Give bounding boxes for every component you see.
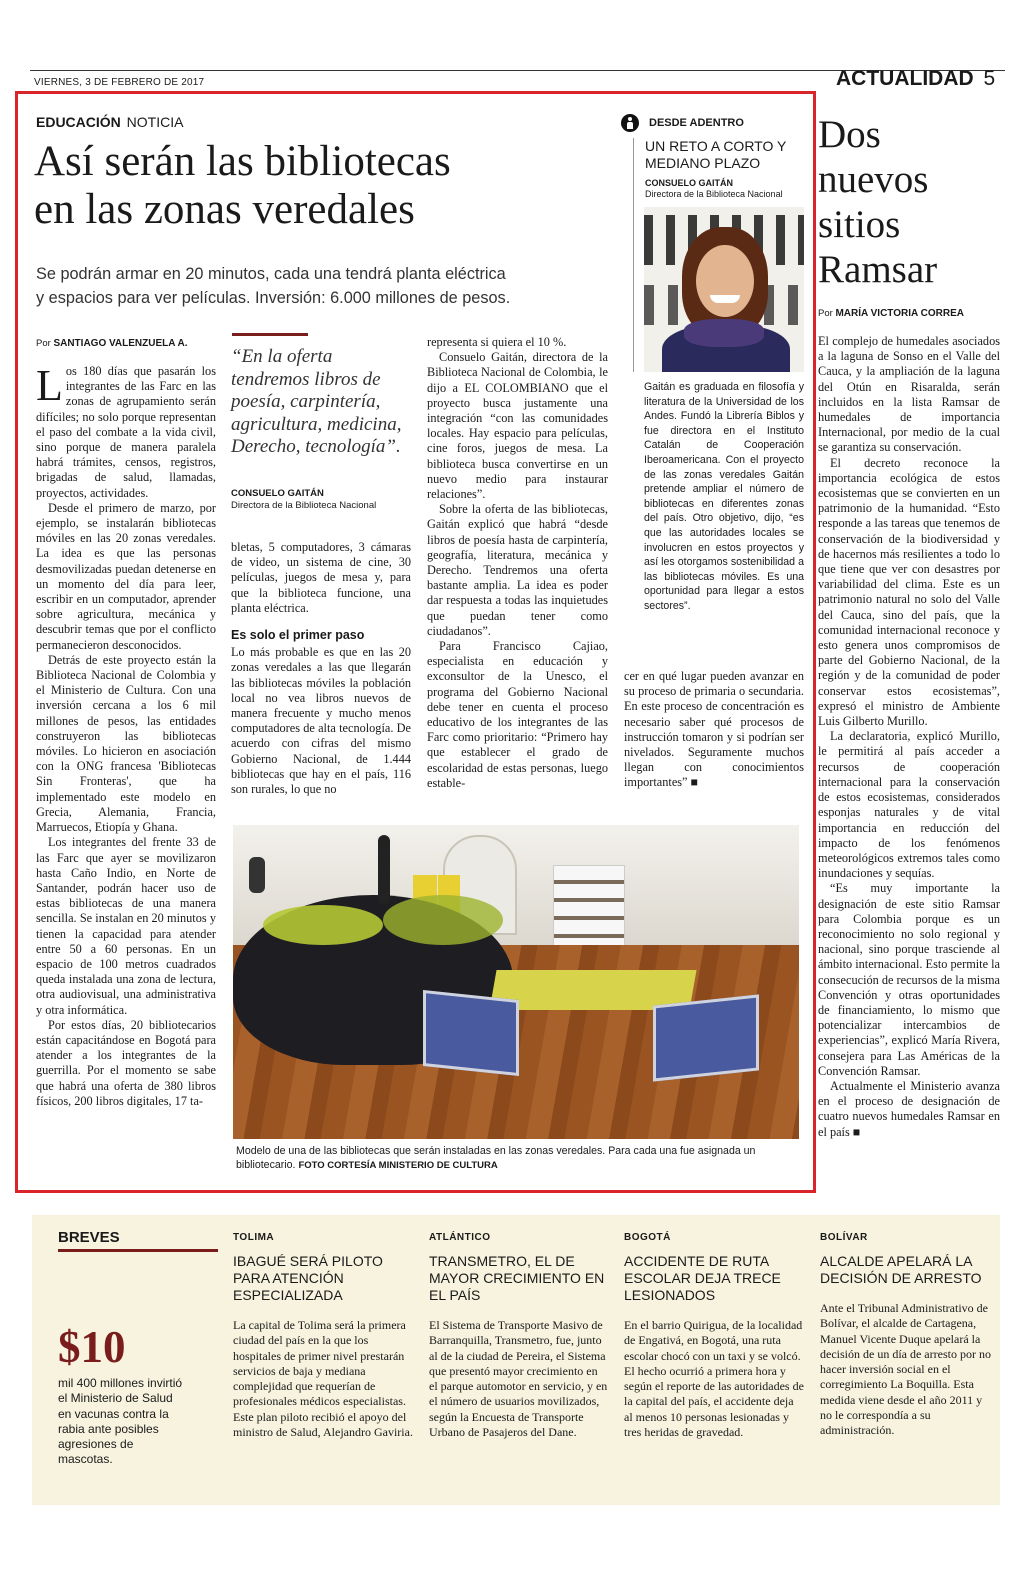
paragraph: Por estos días, 20 bibliotecarios están capacitándose en Bogotá para atender a los integrantes de la guerrilla. Por el momento se sabe que habrá una oferta de 380 libros físicos, 200 libros digitales, 17 ta- — [36, 1017, 216, 1108]
paragraph: Actualmente el Ministerio avanza en el proceso de designación de cuatro nuevos humedales Ramsar en el país ■ — [818, 1078, 1000, 1139]
breve-title: IBAGUÉ SERÁ PILOTO PARA ATENCIÓN ESPECIALIZADA — [233, 1253, 383, 1303]
issue-date: VIERNES, 3 DE FEBRERO DE 2017 — [34, 77, 205, 88]
paragraph: La declaratoria, explicó Murillo, le permitirá al país acceder a recursos de cooperación internacional para la conservación de estos ecosistemas, considerados esponjas naturales y de vital importancia en reducción del impacto de los fenómenos meteorológicos extremos tales como inundaciones y sequías. — [818, 729, 1000, 881]
headline-line-2: en las zonas veredales — [34, 186, 415, 233]
breve-title: ALCALDE APELARÁ LA DECISIÓN DE ARRESTO — [820, 1253, 982, 1286]
ramsar-byline — [818, 308, 964, 319]
pull-quote-rule — [232, 333, 308, 336]
section-name: ACTUALIDAD — [836, 67, 974, 90]
paragraph: Para Francisco Cajiao, especialista en educación y exconsultor de la Unesco, el programa del Gobierno Nacional debe tener en cuenta el proceso educativo de los integrantes de las Farc como prioritario: “Primero hay que establecer el grado de escolaridad de estas personas, luego estable- — [427, 639, 608, 790]
byline-name: MARÍA VICTORIA CORREA — [835, 308, 964, 319]
sidebar-title-line-1: UN RETO A CORTO Y — [645, 138, 787, 154]
breves-intro — [58, 1229, 218, 1468]
page-number: 5 — [983, 67, 996, 90]
paragraph: El decreto reconoce la importancia ecológica de estos ecosistemas que se convierten en un patrimonio de la humanidad. “Esto responde a las tareas que tenemos de conservación de la biodiversidad y de hacernos más resilientes a todo lo que tiene que ver con desastres por variabilidad del clima. Este es un patrimonio natural no solo del Valle del Cauca, sino del país, que la comunidad internacional reconoce y esto genera unos compromisos de parte del Gobierno Nacional, de la región y de la comunidad de poder conservar estos ecosistemas”, expresó el ministro de Ambiente Luis Gilberto Murillo. — [818, 455, 1000, 729]
deck-line-2: y espacios para ver películas. Inversión: 6.000 millones de pesos. — [36, 289, 511, 307]
section-header — [836, 67, 995, 91]
breve-region: BOLÍVAR — [820, 1232, 868, 1243]
paragraph: “Es muy importante la designación de este sitio Ramsar para Colombia porque es un reconocimiento no solo regional y nacional, sino porque trasciende al ámbito internacional. Esto permite la consecución de recursos de la misma Convención y otras oportunidades de financiamiento, lo mismo que potencializar intercambios de experiencias”, explicó María Rivera, consejera para Las Américas de la Convención Ramsar. — [818, 881, 1001, 1078]
sidebar-title — [645, 138, 806, 172]
breves-label: BREVES — [58, 1229, 218, 1252]
headline-line-1: Así serán las bibliotecas — [34, 138, 451, 185]
paragraph: cer en qué lugar pueden avanzar en su proceso de primaria o secundaria. En este proceso de concentración es necesario saber qué procesos de instrucción tomaron y si podrían ser nivelados. Seguramente muchos llegan con conocimientos importantes” ■ — [624, 669, 804, 790]
paragraph: representa si quiera el 10 %. — [427, 335, 567, 349]
paragraph: El complejo de humedales asociados a la laguna de Sonso en el Valle del Cauca, y la ampliación de la laguna del Otún en Risaralda, serán incluidos en la lista Ramsar de humedales de importancia Internacional, por medio de la cual se garantiza su conservación. — [818, 334, 1000, 455]
drop-cap: L — [36, 361, 63, 410]
pull-quote: “En la oferta tendremos libros de poesía, carpintería, agricultura, medicina, Derecho, tecnología”. — [231, 346, 402, 457]
breve-tolima — [233, 1232, 413, 1440]
photo-caption — [236, 1145, 796, 1172]
ramsar-headline-line: nuevos — [818, 158, 929, 201]
breve-region: ATLÁNTICO — [429, 1232, 491, 1243]
sidebar-divider — [633, 138, 634, 372]
ramsar-body — [818, 334, 1000, 1140]
ramsar-headline-line: sitios — [818, 203, 901, 246]
paragraph: bletas, 5 computadores, 3 cámaras de video, un sistema de cine, 30 películas, juegos de mesa y, para que la biblioteca funcione, una planta eléctrica. — [231, 540, 411, 615]
breve-title: ACCIDENTE DE RUTA ESCOLAR DEJA TRECE LESIONADOS — [624, 1253, 781, 1303]
quote-author-name: CONSUELO GAITÁN — [231, 488, 324, 499]
paragraph: Consuelo Gaitán, directora de la Biblioteca Nacional de Colombia, le dijo a EL COLOMBIANO que el proyecto busca justamente una integración “con las comunidades locales. Hay espacio para películas, cine foros, juegos de mesa. La biblioteca busca convertirse en un nuevo medio para instaurar relaciones”. — [427, 350, 608, 502]
pull-quote-author — [231, 488, 376, 512]
breves-figure: $10 — [58, 1322, 126, 1372]
breve-region: TOLIMA — [233, 1232, 275, 1243]
breves-figure-text: mil 400 millones invirtió el Ministerio de Salud en vacunas contra la rabia ante posibles agresiones de mascotas. — [58, 1376, 183, 1467]
article-kicker — [36, 114, 183, 130]
byline-name: SANTIAGO VALENZUELA A. — [53, 338, 188, 349]
caption-text: Modelo de una de las bibliotecas que serán instaladas en las zonas veredales. Para cada una fue asignada un bibliotecario. — [236, 1145, 756, 1171]
deck-line-1: Se podrán armar en 20 minutos, cada una tendrá planta eléctrica — [36, 265, 506, 283]
ramsar-headline — [818, 112, 937, 292]
article-deck — [36, 262, 510, 310]
kicker-section: EDUCACIÓN — [36, 114, 121, 130]
subhead: Es solo el primer paso — [231, 628, 365, 643]
breve-body: En el barrio Quirigua, de la localidad de Engativá, en Bogotá, una ruta escolar chocó con un taxi y se volcó. El hecho ocurrió a primera hora y según el reporte de las autoridades de la capital del país, el accidente deja al menos 10 personas lesionadas y tres heridas de gravedad. — [624, 1318, 804, 1440]
quote-author-role: Directora de la Biblioteca Nacional — [231, 500, 377, 511]
sidebar-body: Gaitán es graduada en filosofía y literatura de la Universidad de los Andes. Fundó la Librería Biblos y fue directora en el Instituto Catalán de Cooperación Iberoamericana. Con el proyecto de las zonas veredales Gaitán pretende ampliar el número de bibliotecas en diferentes zonas del país. Otro objetivo, dijo, “es que las autoridades locales se involucren en estos proyectos y así les otorgamos sostenibilidad a las bibliotecas móviles. Es una oportunidad para llegar a estos sectores”. — [644, 381, 804, 612]
breve-bolivar — [820, 1232, 992, 1439]
portrait-photo — [644, 207, 804, 372]
breve-title: TRANSMETRO, EL DE MAYOR CRECIMIENTO EN EL PAÍS — [429, 1253, 605, 1303]
paragraph: Sobre la oferta de las bibliotecas, Gaitán explicó que habrá “desde libros de poesía hasta de carpintería, geografía, literatura, mecánica y Derecho. Tendremos una oferta bastante amplia. La idea es poder dar respuesta a todas las inquietudes que puedan tener como ciudadanos”. — [427, 502, 608, 638]
sidebar-header — [621, 114, 806, 132]
library-photo — [233, 825, 799, 1139]
sidebar-title-line-2: MEDIANO PLAZO — [645, 155, 761, 171]
sidebar-label: DESDE ADENTRO — [649, 117, 744, 129]
ramsar-headline-line: Dos — [818, 113, 881, 156]
article-column-3 — [427, 335, 608, 791]
article-column-1 — [36, 361, 216, 1109]
breve-body: El Sistema de Transporte Masivo de Barranquilla, Transmetro, fue, junto al de la ciudad de Pereira, el Sistema que presentó mayor crecimiento en el parque automotor en servicio, y en el número de usuarios movilizados, según la Encuesta de Transporte Urbano de Pasajeros del Dane. — [429, 1318, 608, 1440]
kicker-type: NOTICIA — [126, 114, 184, 130]
sidebar-box — [621, 114, 806, 200]
paragraph: Los 180 días que pasarán los integrantes de las Farc en las zonas de agrupamiento serán difíciles; no solo porque representan el paso del combate a la vida civil, sino porque de manera paralela habrá trámites, censos, registros, brigadas de salud, llamadas, proyectos, actividades. — [36, 361, 216, 500]
article-column-2 — [231, 540, 411, 797]
byline-prefix: Por — [36, 338, 51, 349]
byline-prefix: Por — [818, 308, 833, 319]
breve-body: La capital de Tolima será la primera ciudad del país en la que los hospitales de primer nivel prestarán servicios de baja y mediana complejidad que requerían de profesionales médicos especialistas. Este plan piloto recibió el apoyo del ministro de Salud, Alejandro Gaviria. — [233, 1318, 413, 1440]
photo-credit: FOTO CORTESÍA MINISTERIO DE CULTURA — [298, 1159, 498, 1171]
article-byline — [36, 338, 188, 349]
sidebar-person-name: CONSUELO GAITÁN — [645, 178, 734, 188]
paragraph: Detrás de este proyecto están la Biblioteca Nacional de Colombia y el Ministerio de Cultura. Con una inversión cercana a los 6 mil millones de pesos, las entidades construyeron las bibliotecas móviles. Lo hicieron en asociación con la ONG francesa 'Bibliotecas Sin Fronteras', que ha implementado este modelo en Grecia, Alemania, Francia, Marruecos, Etiopía y Ghana. — [36, 652, 216, 835]
article-column-4 — [624, 669, 804, 791]
sidebar-person-role: Directora de la Biblioteca Nacional — [645, 189, 783, 199]
article-headline — [34, 138, 614, 234]
breve-atlantico — [429, 1232, 609, 1440]
breve-body: Ante el Tribunal Administrativo de Bolívar, el alcalde de Cartagena, Manuel Vicente Duque apelará la decisión de un día de arresto por no hacer inversión social en el corregimiento La Boquilla. Esta medida viene desde el año 2011 y no le correspondía a su administración. — [820, 1301, 991, 1438]
paragraph: Los integrantes del frente 33 de las Farc que ayer se movilizaron hasta Caño Indio, en Norte de Santander, podrán hacer uso de estas bibliotecas de una manera sencilla. Se instalan en 20 minutos y tienen la capacidad para atender entre 50 a 60 personas. En un espacio de 100 metros cuadrados queda instalada una zona de lectura, otra audiovisual, una administrativa y otra informática. — [36, 835, 216, 1017]
breve-region: BOGOTÁ — [624, 1232, 671, 1243]
sidebar-person — [645, 178, 806, 200]
breve-bogota — [624, 1232, 804, 1440]
person-icon — [621, 114, 639, 132]
ramsar-headline-line: Ramsar — [818, 248, 938, 291]
paragraph: Desde el primero de marzo, por ejemplo, se instalarán bibliotecas móviles en las 20 zonas veredales. La idea es que las personas desmovilizadas puedan detenerse en un momento del día para leer, escribir en un computador, aprender sobre agricultura, mecánica y descubrir temas que por el conflicto permanecieron desconocidos. — [36, 500, 216, 652]
paragraph: Lo más probable es que en las 20 zonas veredales a las que llegarán las bibliotecas móviles la población local no vea libros nuevos de manera frecuente y mucho menos computadores de alta tecnología. De acuerdo con cifras del mismo Gobierno Nacional, de 1.444 bibliotecas que hay en el país, 116 son rurales, lo que no — [231, 645, 411, 797]
